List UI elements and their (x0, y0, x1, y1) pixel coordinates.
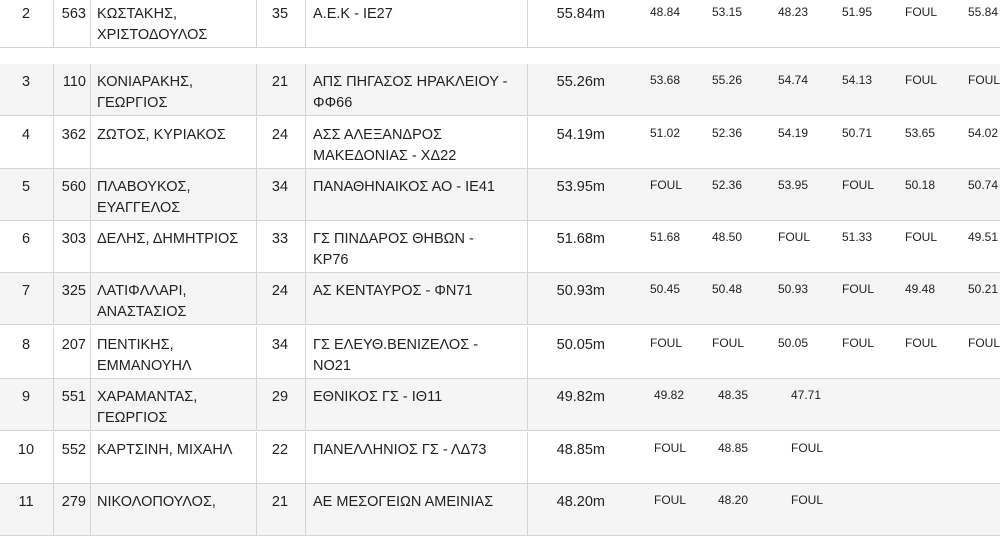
attempt-mark: 48.20 (718, 493, 749, 507)
best-mark-cell: 53.95m (556, 179, 605, 195)
athlete-name-cell (96, 327, 256, 378)
table-row (0, 0, 1000, 48)
age-cell: 34 (271, 337, 289, 353)
attempt-mark: FOUL (791, 493, 824, 507)
club-cell-line: ΝΟ21 (313, 358, 351, 374)
column-divider (90, 327, 91, 378)
club-cell-line: ΠΑΝΑΘΗΝΑΙΚΟΣ ΑΟ - ΙΕ41 (313, 179, 495, 195)
athlete-name-cell-line: ΕΜΜΑΝΟΥΗΛ (97, 358, 192, 374)
column-divider (90, 432, 91, 483)
bib-cell: 560 (61, 179, 86, 195)
rank-cell: 7 (21, 283, 31, 299)
attempt-mark: 50.45 (650, 282, 681, 296)
athlete-name-cell-line: ΧΡΙΣΤΟΔΟΥΛΟΣ (97, 27, 208, 43)
age-cell: 22 (271, 442, 289, 458)
column-divider (305, 484, 306, 535)
club-cell (312, 117, 522, 168)
athlete-name-cell-line: ΔΕΛΗΣ, ΔΗΜΗΤΡΙΟΣ (97, 231, 239, 247)
table-row (0, 117, 1000, 169)
rank-cell: 8 (21, 337, 31, 353)
column-divider (256, 221, 257, 272)
age-cell: 33 (271, 231, 289, 247)
rank-cell: 5 (21, 179, 31, 195)
attempt-mark: 53.65 (905, 126, 936, 140)
column-divider (256, 273, 257, 324)
athlete-name-cell-line (97, 513, 256, 534)
best-mark-cell: 50.05m (556, 337, 605, 353)
athlete-name-cell (96, 432, 256, 483)
table-row (0, 169, 1000, 221)
attempt-mark: FOUL (712, 336, 745, 350)
attempt-mark: FOUL (842, 178, 875, 192)
attempt-mark: 50.93 (778, 282, 809, 296)
best-mark-cell: 48.85m (556, 442, 605, 458)
attempt-mark: 51.33 (842, 230, 873, 244)
club-cell-line: ΑΣ ΚΕΝΤΑΥΡΟΣ - ΦΝ71 (313, 283, 473, 299)
club-cell-line: ΑΠΣ ΠΗΓΑΣΟΣ ΗΡΑΚΛΕΙΟΥ - (313, 74, 508, 90)
club-cell (312, 221, 522, 272)
attempt-mark: 48.50 (712, 230, 743, 244)
club-cell-line: ΠΑΝΕΛΛΗΝΙΟΣ ΓΣ - ΛΔ73 (313, 442, 487, 458)
athlete-name-cell-line: ΠΛΑΒΟΥΚΟΣ, (97, 179, 191, 195)
club-cell-line: ΑΣΣ ΑΛΕΞΑΝΔΡΟΣ (313, 127, 443, 143)
rank-cell: 6 (21, 231, 31, 247)
table-row (0, 484, 1000, 536)
best-mark-cell: 55.26m (556, 74, 605, 90)
column-divider (305, 379, 306, 430)
attempt-mark: 51.68 (650, 230, 681, 244)
column-divider (305, 221, 306, 272)
column-divider (256, 484, 257, 535)
table-row (0, 64, 1000, 116)
attempt-mark: 50.48 (712, 282, 743, 296)
best-mark-cell: 48.20m (556, 494, 605, 510)
attempt-mark: 51.95 (842, 5, 873, 19)
attempt-mark: FOUL (654, 441, 687, 455)
athlete-name-cell (96, 64, 256, 115)
table-row (0, 327, 1000, 379)
club-cell-line: ΑΕ ΜΕΣΟΓΕΙΩΝ ΑΜΕΙΝΙΑΣ (313, 494, 494, 510)
athlete-name-cell-line: ΛΑΤΙΦΛΛΑΡΙ, (97, 283, 187, 299)
column-divider (90, 64, 91, 115)
attempt-mark: 54.19 (778, 126, 809, 140)
column-divider (90, 169, 91, 220)
bib-cell: 362 (61, 127, 86, 143)
best-mark-cell: 55.84m (556, 6, 605, 22)
athlete-name-cell-line: ΝΙΚΟΛΟΠΟΥΛΟΣ, (97, 494, 216, 510)
athlete-name-cell-line: ΧΑΡΑΜΑΝΤΑΣ, (97, 389, 198, 405)
age-cell: 21 (271, 74, 289, 90)
attempt-mark: 50.21 (968, 282, 999, 296)
attempt-mark: 51.02 (650, 126, 681, 140)
age-cell: 21 (271, 494, 289, 510)
attempt-mark: FOUL (968, 73, 1000, 87)
table-row (0, 221, 1000, 273)
age-cell: 35 (271, 6, 289, 22)
attempt-mark: 47.71 (791, 388, 822, 402)
column-divider (305, 117, 306, 168)
attempt-mark: FOUL (905, 5, 938, 19)
athlete-name-cell (96, 169, 256, 220)
attempt-mark: 50.74 (968, 178, 999, 192)
attempt-mark: FOUL (905, 73, 938, 87)
column-divider (256, 379, 257, 430)
athlete-name-cell (96, 379, 256, 430)
athlete-name-cell (96, 273, 256, 324)
attempt-mark: 50.71 (842, 126, 873, 140)
rank-cell: 4 (21, 127, 31, 143)
club-cell (312, 0, 522, 47)
column-divider (305, 169, 306, 220)
club-cell (312, 273, 522, 324)
attempt-mark: 53.15 (712, 5, 743, 19)
club-cell (312, 379, 522, 430)
club-cell-line (313, 513, 522, 534)
column-divider (90, 117, 91, 168)
attempt-mark: 54.74 (778, 73, 809, 87)
club-cell-line: Α.Ε.Κ - ΙΕ27 (313, 6, 393, 22)
table-row (0, 273, 1000, 325)
column-divider (256, 64, 257, 115)
rank-cell: 11 (18, 494, 34, 510)
athlete-name-cell-line: ΚΑΡΤΣΙΝΗ, ΜΙΧΑΗΛ (97, 442, 233, 458)
column-divider (256, 327, 257, 378)
column-divider (256, 0, 257, 47)
column-divider (305, 327, 306, 378)
athlete-name-cell-line: ΠΕΝΤΙΚΗΣ, (97, 337, 174, 353)
attempt-mark: 52.36 (712, 126, 743, 140)
attempt-mark: 50.18 (905, 178, 936, 192)
attempt-mark: FOUL (778, 230, 811, 244)
attempt-mark: 53.95 (778, 178, 809, 192)
athlete-name-cell-line: ΖΩΤΟΣ, ΚΥΡΙΑΚΟΣ (97, 127, 226, 143)
column-divider (305, 273, 306, 324)
bib-cell: 110 (62, 74, 86, 90)
attempt-mark: 49.48 (905, 282, 936, 296)
attempt-mark: FOUL (791, 441, 824, 455)
rank-cell: 9 (21, 389, 31, 405)
attempt-mark: 48.84 (650, 5, 681, 19)
athlete-name-cell (96, 221, 256, 272)
attempt-mark: FOUL (842, 282, 875, 296)
age-cell: 24 (271, 127, 289, 143)
column-divider (256, 432, 257, 483)
bib-cell: 279 (61, 494, 86, 510)
athlete-name-cell (96, 117, 256, 168)
column-divider (256, 117, 257, 168)
rank-cell: 3 (21, 74, 31, 90)
attempt-mark: 49.82 (654, 388, 685, 402)
athlete-name-cell (96, 484, 256, 535)
attempt-mark: 49.51 (968, 230, 999, 244)
column-divider (90, 484, 91, 535)
bib-cell: 207 (61, 337, 86, 353)
attempt-mark: FOUL (968, 336, 1000, 350)
attempt-mark: 54.02 (968, 126, 999, 140)
best-mark-cell: 49.82m (556, 389, 605, 405)
bib-cell: 551 (61, 389, 86, 405)
attempt-mark: FOUL (650, 178, 683, 192)
club-cell (312, 169, 522, 220)
best-mark-cell: 51.68m (556, 231, 605, 247)
attempt-mark: FOUL (650, 336, 683, 350)
age-cell: 29 (271, 389, 289, 405)
best-mark-cell: 54.19m (556, 127, 605, 143)
attempt-mark: 48.23 (778, 5, 809, 19)
attempt-mark: FOUL (654, 493, 687, 507)
athlete-name-cell-line: ΚΟΝΙΑΡΑΚΗΣ, (97, 74, 194, 90)
attempt-mark: FOUL (842, 336, 875, 350)
athlete-name-cell-line: ΓΕΩΡΓΙΟΣ (97, 95, 168, 111)
attempt-mark: 50.05 (778, 336, 809, 350)
club-cell-line: ΓΣ ΕΛΕΥΘ.ΒΕΝΙΖΕΛΟΣ - (313, 337, 479, 353)
athlete-name-cell-line: ΚΩΣΤΑΚΗΣ, (97, 6, 178, 22)
attempt-mark: FOUL (905, 336, 938, 350)
attempt-mark: 55.84 (968, 5, 999, 19)
column-divider (305, 432, 306, 483)
athlete-name-cell-line: ΕΥΑΓΓΕΛΟΣ (97, 200, 181, 216)
column-divider (90, 273, 91, 324)
table-row (0, 379, 1000, 431)
column-divider (90, 0, 91, 47)
age-cell: 24 (271, 283, 289, 299)
club-cell (312, 484, 522, 535)
club-cell (312, 327, 522, 378)
attempt-mark: 48.85 (718, 441, 749, 455)
column-divider (90, 379, 91, 430)
attempt-mark: 54.13 (842, 73, 873, 87)
bib-cell: 563 (61, 6, 86, 22)
club-cell (312, 432, 522, 483)
attempt-mark: 55.26 (712, 73, 743, 87)
rank-cell: 10 (17, 442, 35, 458)
club-cell-line: ΕΘΝΙΚΟΣ ΓΣ - ΙΘ11 (313, 389, 443, 405)
club-cell-line: ΜΑΚΕΔΟΝΙΑΣ - ΧΔ22 (313, 148, 457, 164)
club-cell-line: ΓΣ ΠΙΝΔΑΡΟΣ ΘΗΒΩΝ - (313, 231, 474, 247)
athlete-name-cell-line: ΓΕΩΡΓΙΟΣ (97, 410, 168, 426)
table-row (0, 432, 1000, 484)
best-mark-cell: 50.93m (556, 283, 605, 299)
bib-cell: 552 (61, 442, 86, 458)
column-divider (305, 0, 306, 47)
club-cell-line: ΦΦ66 (313, 95, 353, 111)
club-cell (312, 64, 522, 115)
attempt-mark: 52.36 (712, 178, 743, 192)
attempt-mark: FOUL (905, 230, 938, 244)
athlete-name-cell-line: ΑΝΑΣΤΑΣΙΟΣ (97, 304, 187, 320)
column-divider (305, 64, 306, 115)
athlete-name-cell (96, 0, 256, 47)
rank-cell: 2 (21, 6, 31, 22)
club-cell-line: ΚΡ76 (313, 252, 349, 268)
column-divider (256, 169, 257, 220)
column-divider (90, 221, 91, 272)
bib-cell: 303 (61, 231, 86, 247)
age-cell: 34 (271, 179, 289, 195)
attempt-mark: 48.35 (718, 388, 749, 402)
bib-cell: 325 (61, 283, 86, 299)
attempt-mark: 53.68 (650, 73, 681, 87)
